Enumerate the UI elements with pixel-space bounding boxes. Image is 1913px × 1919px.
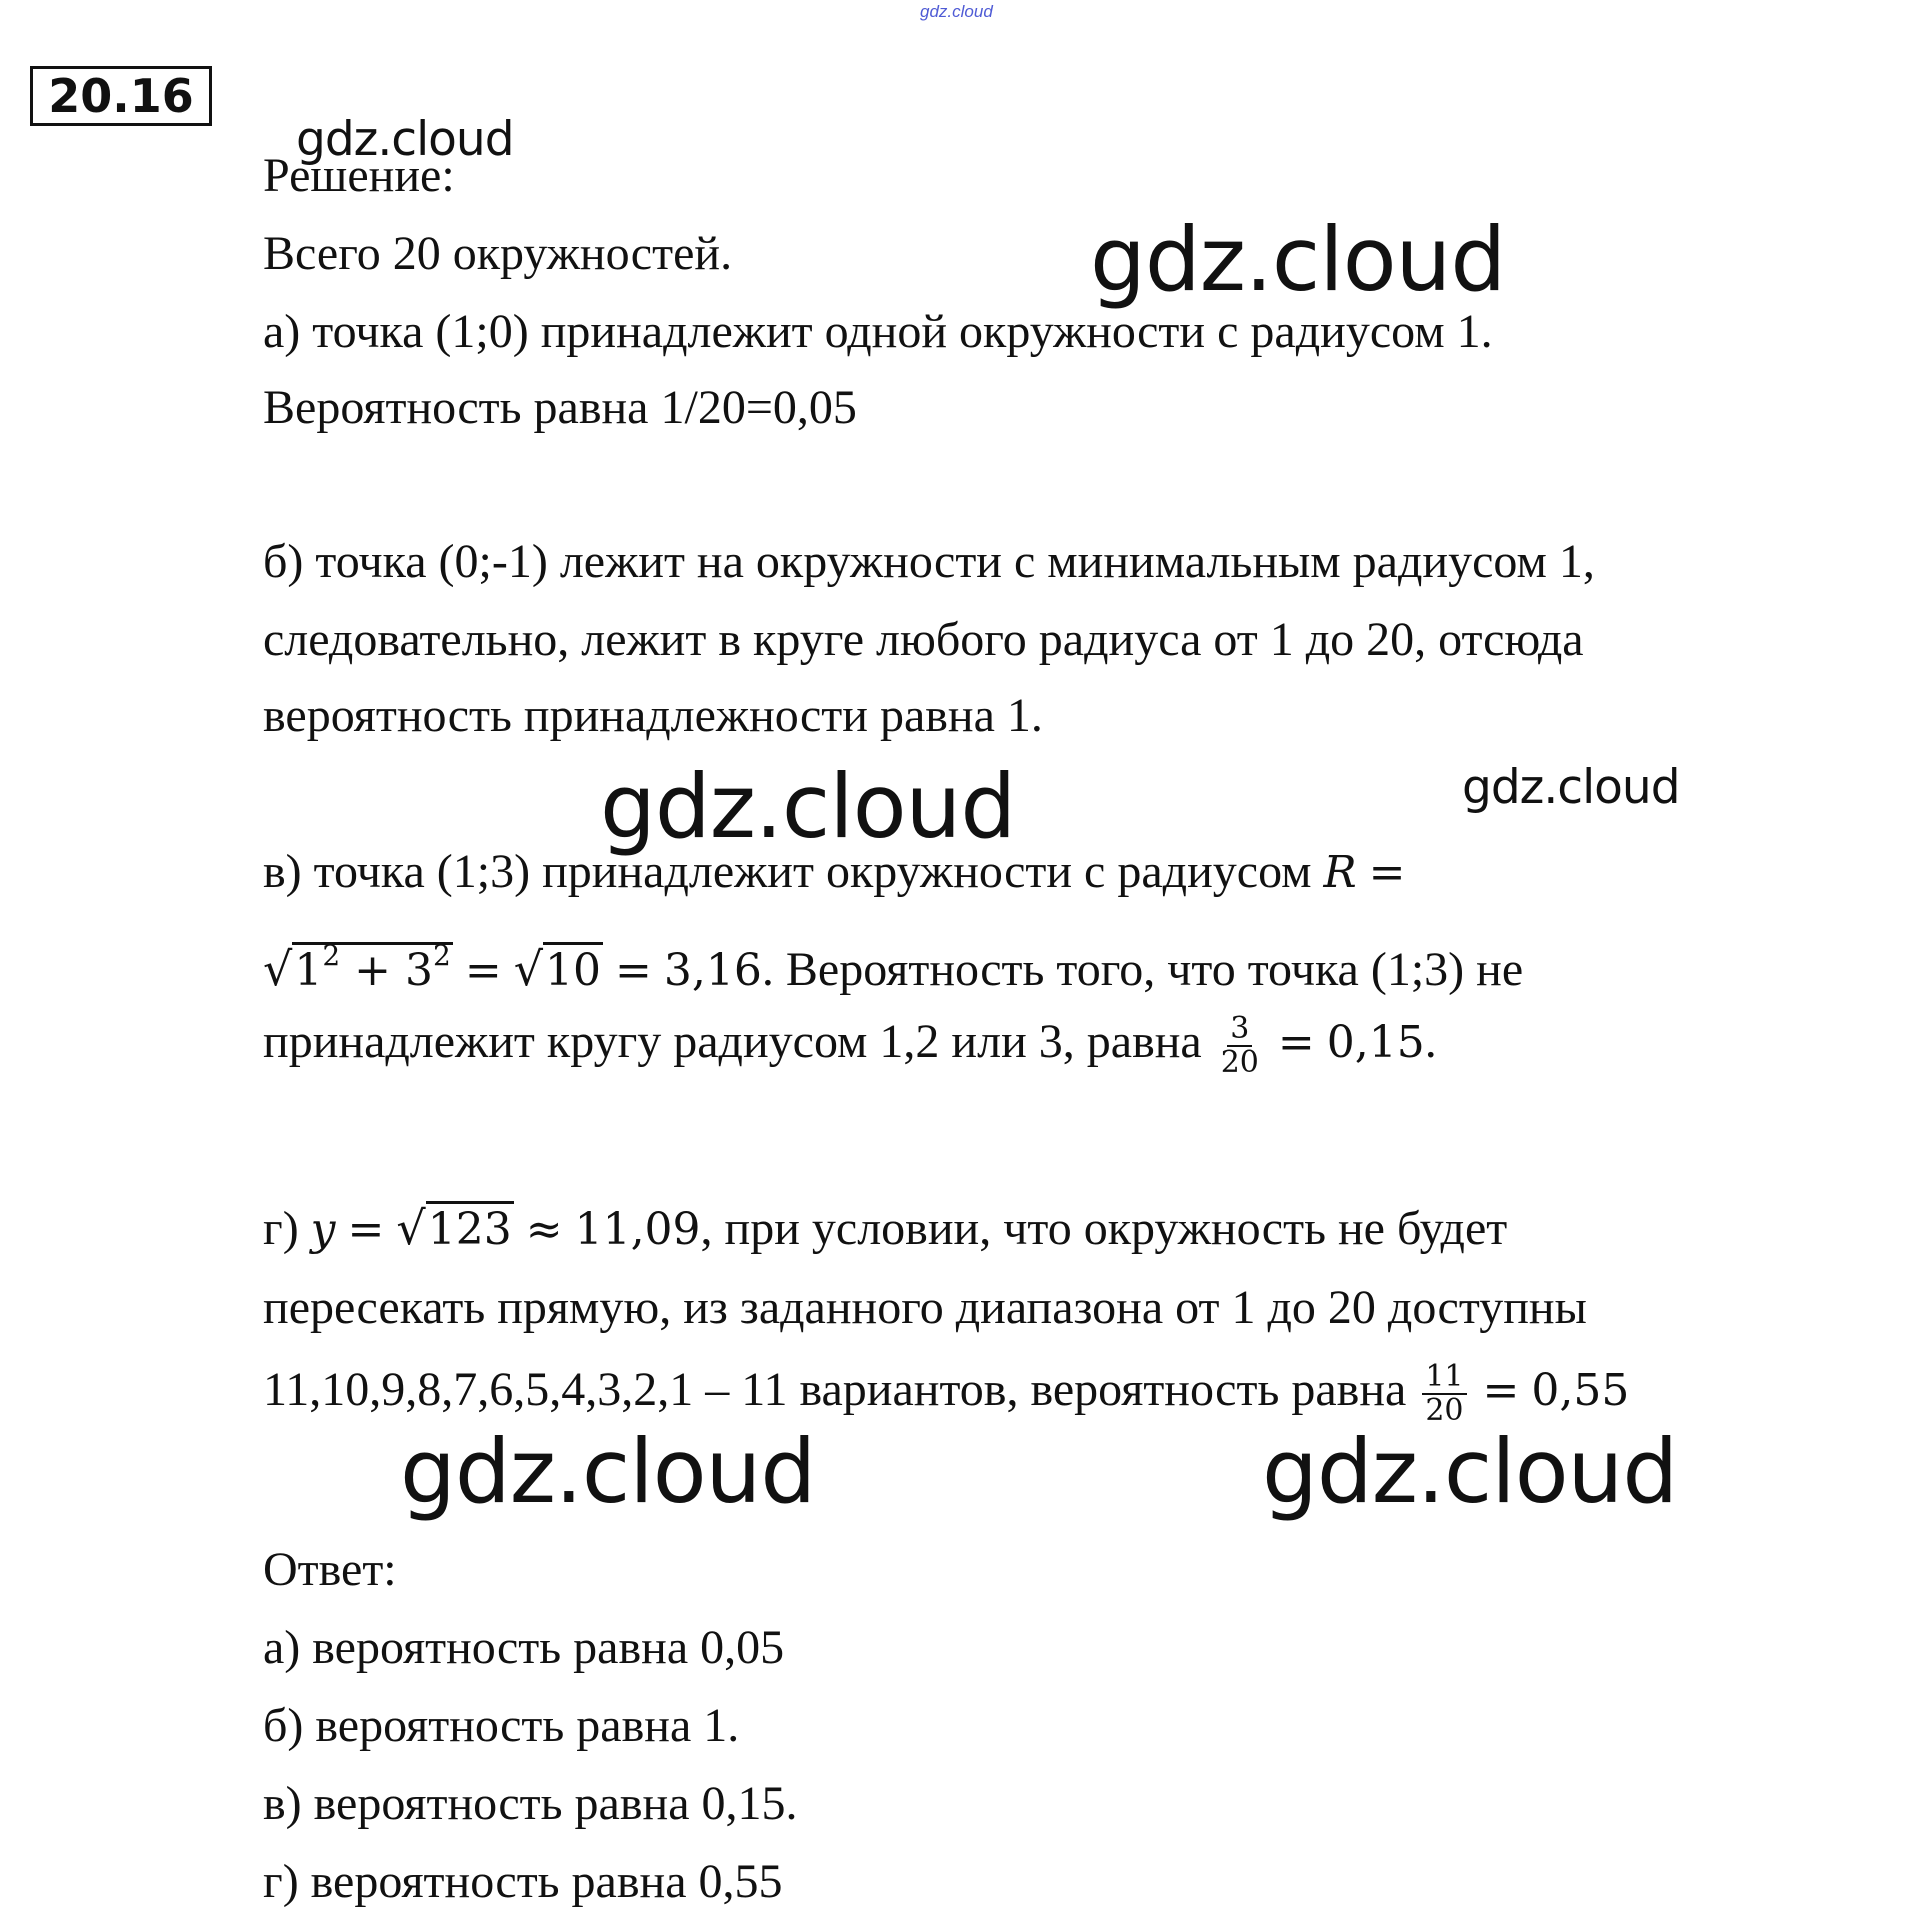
part-a-line-2: Вероятность равна 1/20=0,05 — [263, 381, 857, 434]
part-b-line-3: вероятность принадлежности равна 1. — [263, 689, 1043, 742]
fraction: $\frac{11}{20}$ — [1422, 1361, 1466, 1427]
part-v-line-2: $√1^2 + 3^2 = √10 = 3,16$. Вероятность того, что точка (1;3) не — [263, 926, 1523, 1001]
part-v-line-1: в) точка (1;3) принадлежит окружности с радиусом R = — [263, 845, 1406, 898]
part-g-line-2: пересекать прямую, из заданного диапазона от 1 до 20 доступны — [263, 1281, 1587, 1334]
part-v-line-3: принадлежит кругу радиусом 1,2 или 3, равна $\frac{3}{20}$ = 0,15. — [263, 1010, 1437, 1080]
answer-a: а) вероятность равна 0,05 — [263, 1621, 785, 1674]
watermark: gdz.cloud — [296, 112, 514, 167]
part-b-line-2: следовательно, лежит в круге любого радиуса от 1 до 20, отсюда — [263, 613, 1584, 666]
watermark: gdz.cloud — [1462, 760, 1680, 815]
part-g-line-3: 11,10,9,8,7,6,5,4,3,2,1 – 11 вариантов, вероятность равна $\frac{11}{20}$ = 0,55 — [263, 1358, 1630, 1428]
answer-label: Ответ: — [263, 1543, 397, 1596]
problem-number: 20.16 — [30, 66, 212, 126]
intro-line: Всего 20 окружностей. — [263, 227, 733, 280]
watermark: gdz.cloud — [600, 755, 1016, 858]
solution-label: Решение: — [263, 149, 455, 202]
part-a-line-1: а) точка (1;0) принадлежит одной окружности с радиусом 1. — [263, 305, 1493, 358]
answer-b: б) вероятность равна 1. — [263, 1699, 740, 1752]
sqrt-expression: $√1^2 + 3^2$ — [263, 939, 451, 996]
watermark: gdz.cloud — [1090, 208, 1506, 311]
sqrt-123: √123 — [396, 1201, 512, 1255]
watermark: gdz.cloud — [1262, 1420, 1678, 1523]
top-watermark: gdz.cloud — [920, 2, 993, 21]
answer-v: в) вероятность равна 0,15. — [263, 1777, 798, 1830]
answer-g: г) вероятность равна 0,55 — [263, 1855, 783, 1908]
part-g-line-1: г) y = √123 ≈ 11,09, при условии, что окружность не будет — [263, 1198, 1507, 1260]
watermark: gdz.cloud — [400, 1420, 816, 1523]
part-b-line-1: б) точка (0;-1) лежит на окружности с минимальным радиусом 1, — [263, 535, 1595, 588]
sqrt-ten: √10 — [513, 942, 602, 996]
fraction: $\frac{3}{20}$ — [1220, 1010, 1259, 1080]
